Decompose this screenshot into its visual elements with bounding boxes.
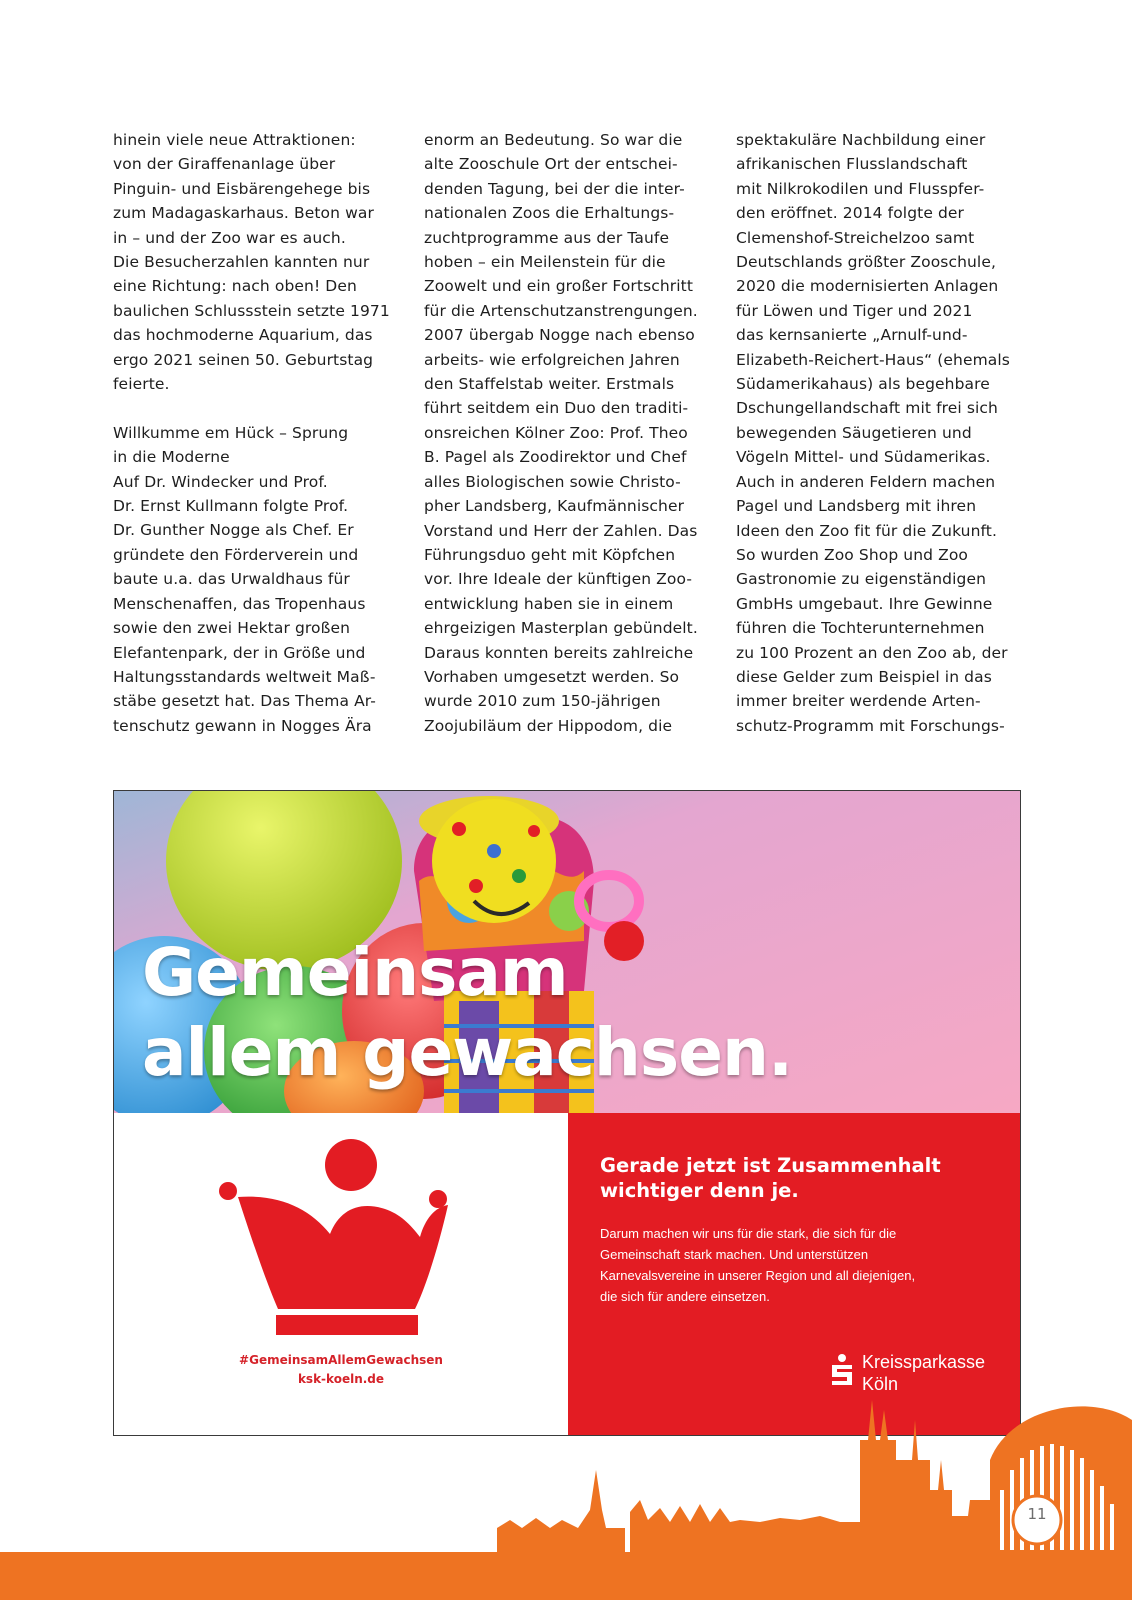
text-line: in – und der Zoo war es auch. xyxy=(113,228,346,247)
text-line: das kernsanierte „Arnulf-und- xyxy=(736,326,968,345)
ad-headline-line: Gemeinsam xyxy=(142,934,568,1011)
ad-website-link[interactable]: ksk-koeln.de xyxy=(297,1372,385,1386)
text-line: Zoowelt und ein großer Fortschritt xyxy=(424,277,694,296)
brand-name xyxy=(862,1351,985,1395)
paragraph-gap xyxy=(113,396,398,420)
text-column-3 xyxy=(736,128,1021,738)
text-line: Pagel und Landsberg mit ihren xyxy=(736,497,977,516)
text-line: baulichen Schlussstein setzte 1971 xyxy=(113,301,390,320)
text-line: feierte. xyxy=(113,375,170,394)
text-line: stäbe gesetzt hat. Das Thema Ar- xyxy=(113,692,376,711)
text-line: wurde 2010 zum 150-jährigen xyxy=(424,692,661,711)
text-line: hinein viele neue Attraktionen: xyxy=(113,131,356,149)
text-line: von der Giraffenanlage über xyxy=(113,155,336,174)
ad-hashtag-block xyxy=(114,1351,568,1389)
text-line: ehrgeizigen Masterplan gebündelt. xyxy=(424,619,698,638)
text-line: afrikanischen Flusslandschaft xyxy=(736,155,968,174)
text-line: Dr. Ernst Kullmann folgte Prof. xyxy=(113,497,349,516)
text-line: ergo 2021 seinen 50. Geburtstag xyxy=(113,350,374,369)
ad-red-body xyxy=(600,1223,915,1307)
kreissparkasse-brand xyxy=(830,1351,985,1395)
text-line: Deutschlands größter Zooschule, xyxy=(736,253,996,272)
text-line: 2020 die modernisierten Anlagen xyxy=(736,277,999,296)
text-line: gründete den Förderverein und xyxy=(113,545,359,564)
text-line: Vögeln Mittel- und Südamerikas. xyxy=(736,448,991,467)
text-line: Vorstand und Herr der Zahlen. Das xyxy=(424,521,698,540)
text-line: mit Nilkrokodilen und Flusspfer- xyxy=(736,179,985,198)
text-line: Dschungellandschaft mit frei sich xyxy=(736,399,998,418)
brand-name-line: Kreissparkasse xyxy=(862,1352,986,1372)
ad-red-body-line: Gemeinschaft stark machen. Und unterstützen xyxy=(600,1247,869,1262)
text-line: baute u.a. das Urwaldhaus für xyxy=(113,570,350,589)
text-line: Gastronomie zu eigenständigen xyxy=(736,570,986,589)
text-line: Elizabeth-Reichert-Haus“ (ehemals xyxy=(736,350,1010,369)
text-line: zuchtprogramme aus der Taufe xyxy=(424,228,670,247)
text-line: den eröffnet. 2014 folgte der xyxy=(736,204,965,223)
text-line: Clemenshof-Streichelzoo samt xyxy=(736,228,975,247)
text-line: Menschenaffen, das Tropenhaus xyxy=(113,594,366,613)
text-line: Haltungsstandards weltweit Maß- xyxy=(113,667,376,686)
text-line: enorm an Bedeutung. So war die xyxy=(424,131,683,149)
text-line: alte Zooschule Ort der entschei- xyxy=(424,155,678,174)
text-line: für die Artenschutzanstrengungen. xyxy=(424,301,698,320)
text-line: spektakuläre Nachbildung einer xyxy=(736,131,986,149)
text-line: zu 100 Prozent an den Zoo ab, der xyxy=(736,643,1008,662)
text-line: pher Landsberg, Kaufmännischer xyxy=(424,497,685,516)
text-line: Ideen den Zoo fit für die Zukunft. xyxy=(736,521,998,540)
page-number: 11 xyxy=(1027,1505,1047,1523)
text-line: führen die Tochterunternehmen xyxy=(736,619,985,638)
text-line: B. Pagel als Zoodirektor und Chef xyxy=(424,448,687,467)
text-line: den Staffelstab weiter. Erstmals xyxy=(424,375,675,394)
text-line: das hochmoderne Aquarium, das xyxy=(113,326,373,345)
text-line: schutz-Programm mit Forschungs- xyxy=(736,716,1005,735)
text-column-2 xyxy=(424,128,709,738)
text-line: onsreichen Kölner Zoo: Prof. Theo xyxy=(424,423,688,442)
text-line: Elefantenpark, der in Größe und xyxy=(113,643,366,662)
jester-cap-logo xyxy=(210,1139,480,1339)
text-line: zum Madagaskarhaus. Beton war xyxy=(113,204,374,223)
ad-red-body-line: Karnevalsvereine in unserer Region und all diejenigen, xyxy=(600,1268,916,1283)
ad-hashtag: #GemeinsamAllemGewachsen xyxy=(239,1353,443,1367)
text-line: eine Richtung: nach oben! Den xyxy=(113,277,357,296)
text-line: 2007 übergab Nogge nach ebenso xyxy=(424,326,695,345)
sparkasse-s-icon xyxy=(830,1354,854,1388)
text-line: Pinguin- und Eisbärengehege bis xyxy=(113,179,371,198)
text-line: immer breiter werdende Arten- xyxy=(736,692,981,711)
text-line: alles Biologischen sowie Christo- xyxy=(424,472,681,491)
text-line: Die Besucherzahlen kannten nur xyxy=(113,253,370,272)
section-subheading: Willkumme em Hück – Sprung xyxy=(113,423,349,442)
text-line: Südamerikahaus) als begehbare xyxy=(736,375,990,394)
text-line: sowie den zwei Hektar großen xyxy=(113,619,351,638)
text-line: GmbHs umgebaut. Ihre Gewinne xyxy=(736,594,993,613)
text-line: arbeits- wie erfolgreichen Jahren xyxy=(424,350,680,369)
ad-red-heading-line: Gerade jetzt ist Zusammenhalt xyxy=(600,1154,941,1177)
text-line: Daraus konnten bereits zahlreiche xyxy=(424,643,694,662)
text-line: hoben – ein Meilenstein für die xyxy=(424,253,666,272)
ad-headline xyxy=(142,933,792,1093)
ad-red-heading-line: wichtiger denn je. xyxy=(600,1179,799,1202)
sparkasse-advertisement xyxy=(113,790,1021,1436)
text-line: führt seitdem ein Duo den traditi- xyxy=(424,399,689,418)
brand-name-line: Köln xyxy=(862,1374,899,1394)
text-line: Auch in anderen Feldern machen xyxy=(736,472,996,491)
text-line: Führungsduo geht mit Köpfchen xyxy=(424,545,676,564)
text-line: diese Gelder zum Beispiel in das xyxy=(736,667,992,686)
text-line: entwicklung haben sie in einem xyxy=(424,594,674,613)
text-line: Auf Dr. Windecker und Prof. xyxy=(113,472,328,491)
ad-red-panel xyxy=(568,1113,1021,1436)
text-line: Dr. Gunther Nogge als Chef. Er xyxy=(113,521,354,540)
cologne-skyline-footer xyxy=(0,1400,1132,1600)
text-line: für Löwen und Tiger und 2021 xyxy=(736,301,973,320)
text-line: bewegenden Säugetieren und xyxy=(736,423,972,442)
text-line: nationalen Zoos die Erhaltungs- xyxy=(424,204,675,223)
ad-headline-line: allem gewachsen. xyxy=(142,1014,793,1091)
ad-red-body-line: Darum machen wir uns für die stark, die sich für die xyxy=(600,1226,897,1241)
ad-red-body-line: die sich für andere einsetzen. xyxy=(600,1289,770,1304)
ad-red-heading xyxy=(600,1153,941,1203)
text-column-1 xyxy=(113,128,398,738)
text-line: Vorhaben umgesetzt werden. So xyxy=(424,667,680,686)
text-line: vor. Ihre Ideale der künftigen Zoo- xyxy=(424,570,693,589)
text-line: Zoojubiläum der Hippodom, die xyxy=(424,716,673,735)
text-line: denden Tagung, bei der die inter- xyxy=(424,179,685,198)
section-subheading: in die Moderne xyxy=(113,448,230,467)
text-line: So wurden Zoo Shop und Zoo xyxy=(736,545,968,564)
text-line: tenschutz gewann in Nogges Ära xyxy=(113,716,372,735)
